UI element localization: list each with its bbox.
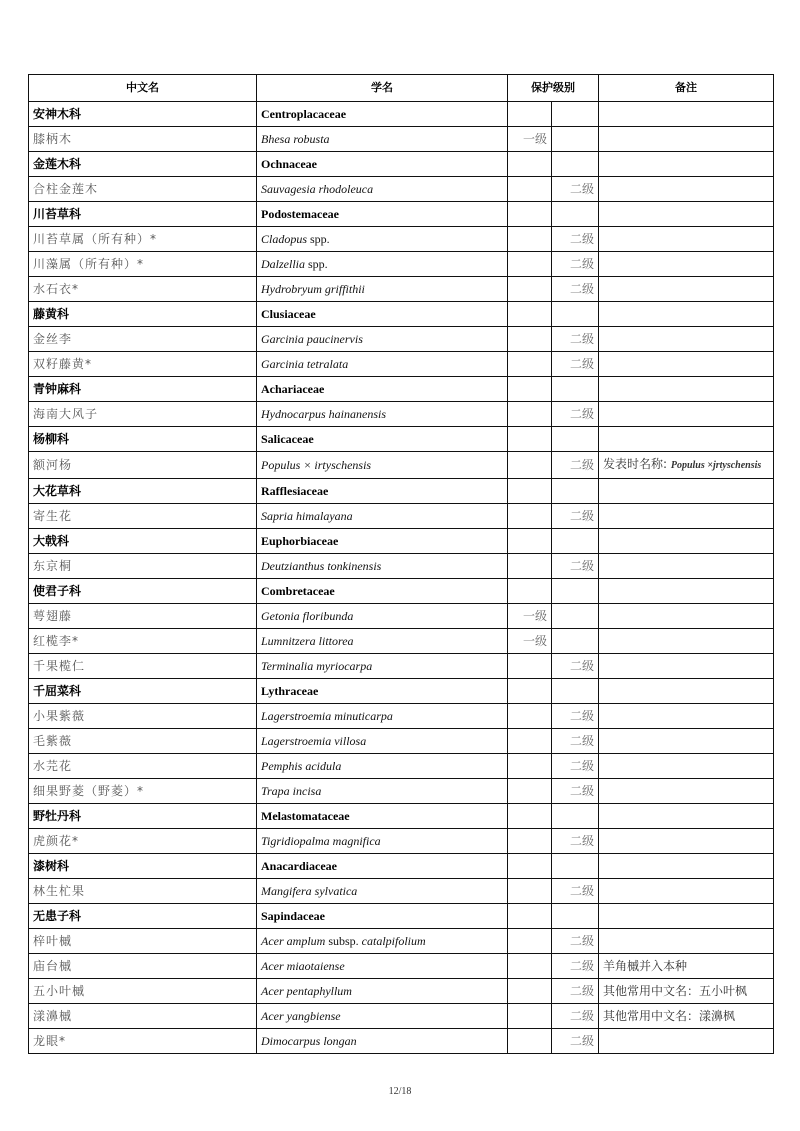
species-latin-text: Tigridiopalma magnifica [261, 834, 381, 848]
species-latin-text: Garcinia paucinervis [261, 332, 363, 346]
species-row [29, 277, 774, 302]
species-scientific-name [257, 704, 508, 729]
family-scientific-name: Rafflesiaceae [257, 479, 508, 504]
species-chinese-name: 毛紫薇 [29, 729, 257, 754]
level-2-cell: 二级 [552, 704, 599, 729]
species-chinese-name: 川藻属（所有种）* [29, 252, 257, 277]
family-chinese-name: 大花草科 [29, 479, 257, 504]
species-chinese-name: 五小叶槭 [29, 979, 257, 1004]
level-2-cell: 二级 [552, 452, 599, 479]
species-latin-text: Acer yangbiense [261, 1009, 341, 1023]
family-row [29, 377, 774, 402]
level-1-cell [508, 729, 552, 754]
species-chinese-name: 漾濞槭 [29, 1004, 257, 1029]
species-latin-text: Populus × irtyschensis [261, 458, 372, 472]
level-2-cell [552, 427, 599, 452]
level-1-cell [508, 679, 552, 704]
species-row [29, 452, 774, 479]
family-scientific-name: Euphorbiaceae [257, 529, 508, 554]
species-scientific-name [257, 604, 508, 629]
species-row [29, 879, 774, 904]
level-1-cell [508, 829, 552, 854]
level-1-cell [508, 854, 552, 879]
level-2-cell [552, 152, 599, 177]
note-cell [599, 854, 774, 879]
note-cell [599, 302, 774, 327]
species-scientific-name [257, 402, 508, 427]
protected-species-table [28, 74, 774, 1054]
level-1-cell [508, 277, 552, 302]
species-scientific-name [257, 554, 508, 579]
page-number: 12/18 [388, 1086, 412, 1097]
level-2-cell [552, 102, 599, 127]
level-1-cell [508, 177, 552, 202]
level-1-cell [508, 202, 552, 227]
species-scientific-name [257, 127, 508, 152]
level-1-cell [508, 804, 552, 829]
level-2-cell: 二级 [552, 954, 599, 979]
family-scientific-name: Lythraceae [257, 679, 508, 704]
species-scientific-name [257, 1004, 508, 1029]
note-cell [599, 504, 774, 529]
level-2-cell: 二级 [552, 554, 599, 579]
level-2-cell: 二级 [552, 929, 599, 954]
species-row [29, 252, 774, 277]
level-2-cell: 二级 [552, 227, 599, 252]
family-row [29, 904, 774, 929]
level-2-cell: 二级 [552, 729, 599, 754]
note-text: 羊角槭并入本种 [603, 959, 688, 973]
note-cell [599, 377, 774, 402]
note-cell [599, 929, 774, 954]
note-cell [599, 629, 774, 654]
family-chinese-name: 杨柳科 [29, 427, 257, 452]
species-latin-text: Lagerstroemia minuticarpa [261, 709, 393, 723]
level-1-cell [508, 427, 552, 452]
table-header-row [29, 75, 774, 102]
species-scientific-name [257, 452, 508, 479]
species-row [29, 954, 774, 979]
species-latin-text: Getonia floribunda [261, 609, 354, 623]
family-chinese-name: 藤黄科 [29, 302, 257, 327]
family-row [29, 427, 774, 452]
note-text: 其他常用中文名：五小叶枫 [603, 984, 748, 998]
family-chinese-name: 漆树科 [29, 854, 257, 879]
species-chinese-name: 海南大风子 [29, 402, 257, 427]
level-1-cell [508, 1004, 552, 1029]
species-row [29, 554, 774, 579]
level-2-cell: 二级 [552, 979, 599, 1004]
species-chinese-name: 庙台槭 [29, 954, 257, 979]
level-1-cell [508, 879, 552, 904]
note-text: 发表时名称: [603, 457, 671, 471]
species-latin-text: Garcinia tetralata [261, 357, 349, 371]
species-latin-text: Sapria himalayana [261, 509, 353, 523]
species-scientific-name [257, 879, 508, 904]
species-row [29, 754, 774, 779]
species-latin-text: Terminalia myriocarpa [261, 659, 373, 673]
family-row [29, 804, 774, 829]
level-2-cell: 二级 [552, 252, 599, 277]
species-latin-text: Lumnitzera littorea [261, 634, 354, 648]
level-2-cell [552, 604, 599, 629]
level-1-cell [508, 654, 552, 679]
note-cell [599, 1029, 774, 1054]
family-scientific-name: Ochnaceae [257, 152, 508, 177]
family-row [29, 152, 774, 177]
family-scientific-name: Anacardiaceae [257, 854, 508, 879]
family-scientific-name: Melastomataceae [257, 804, 508, 829]
note-cell [599, 979, 774, 1004]
note-cell [599, 202, 774, 227]
species-chinese-name: 双籽藤黄* [29, 352, 257, 377]
species-scientific-name [257, 929, 508, 954]
family-scientific-name: Achariaceae [257, 377, 508, 402]
header-notes: 备注 [599, 75, 774, 102]
level-2-cell: 二级 [552, 779, 599, 804]
species-chinese-name: 额河杨 [29, 452, 257, 479]
species-row [29, 504, 774, 529]
level-1-cell: 一级 [508, 629, 552, 654]
species-scientific-name [257, 729, 508, 754]
note-cell [599, 402, 774, 427]
level-2-cell: 二级 [552, 402, 599, 427]
level-2-cell: 二级 [552, 654, 599, 679]
species-scientific-name [257, 504, 508, 529]
species-latin-text: Hydrobryum griffithii [261, 282, 365, 296]
species-row [29, 177, 774, 202]
species-row [29, 779, 774, 804]
family-row [29, 479, 774, 504]
species-row [29, 402, 774, 427]
level-1-cell [508, 529, 552, 554]
species-scientific-name [257, 954, 508, 979]
family-chinese-name: 青钟麻科 [29, 377, 257, 402]
level-1-cell [508, 102, 552, 127]
note-cell [599, 127, 774, 152]
level-1-cell [508, 352, 552, 377]
note-cell [599, 954, 774, 979]
species-row [29, 929, 774, 954]
note-cell [599, 227, 774, 252]
species-latin-text: Acer miaotaiense [261, 959, 345, 973]
species-row [29, 829, 774, 854]
species-latin-text: Lagerstroemia villosa [261, 734, 367, 748]
level-2-cell [552, 579, 599, 604]
species-scientific-name [257, 177, 508, 202]
note-cell [599, 352, 774, 377]
level-2-cell [552, 127, 599, 152]
species-scientific-name [257, 227, 508, 252]
level-1-cell: 一级 [508, 604, 552, 629]
header-scientific-name: 学名 [257, 75, 508, 102]
level-1-cell [508, 377, 552, 402]
note-cell [599, 452, 774, 479]
table-body [29, 102, 774, 1054]
level-1-cell [508, 929, 552, 954]
species-scientific-name [257, 277, 508, 302]
species-row [29, 327, 774, 352]
species-chinese-name: 龙眼* [29, 1029, 257, 1054]
level-2-cell [552, 302, 599, 327]
family-scientific-name: Combretaceae [257, 579, 508, 604]
species-row [29, 629, 774, 654]
family-chinese-name: 川苔草科 [29, 202, 257, 227]
family-chinese-name: 金莲木科 [29, 152, 257, 177]
note-cell [599, 427, 774, 452]
level-2-cell [552, 479, 599, 504]
species-row [29, 979, 774, 1004]
level-2-cell [552, 904, 599, 929]
note-cell [599, 102, 774, 127]
species-latin-text: Pemphis acidula [261, 759, 342, 773]
species-chinese-name: 小果紫薇 [29, 704, 257, 729]
level-2-cell [552, 377, 599, 402]
level-2-cell: 二级 [552, 754, 599, 779]
note-cell [599, 904, 774, 929]
note-cell [599, 604, 774, 629]
note-cell [599, 704, 774, 729]
species-chinese-name: 川苔草属（所有种）* [29, 227, 257, 252]
species-chinese-name: 红榄李* [29, 629, 257, 654]
note-latin-text: Populus ×jrtyschensis [670, 460, 762, 471]
level-1-cell [508, 227, 552, 252]
species-latin-text: Acer pentaphyllum [261, 984, 352, 998]
species-row [29, 227, 774, 252]
level-1-cell [508, 979, 552, 1004]
note-cell [599, 779, 774, 804]
species-latin-text: Deutzianthus tonkinensis [261, 559, 382, 573]
note-cell [599, 554, 774, 579]
species-chinese-name: 虎颜花* [29, 829, 257, 854]
species-scientific-name [257, 252, 508, 277]
family-chinese-name: 无患子科 [29, 904, 257, 929]
species-chinese-name: 细果野菱（野菱）* [29, 779, 257, 804]
species-latin-rank: subsp. [325, 934, 362, 948]
species-latin-infraspecific: catalpifolium [361, 934, 426, 948]
level-2-cell [552, 629, 599, 654]
species-latin-text: Trapa incisa [261, 784, 322, 798]
note-cell [599, 327, 774, 352]
species-scientific-name [257, 979, 508, 1004]
level-2-cell: 二级 [552, 177, 599, 202]
family-scientific-name: Salicaceae [257, 427, 508, 452]
species-scientific-name [257, 829, 508, 854]
species-chinese-name: 水石衣* [29, 277, 257, 302]
species-chinese-name: 千果榄仁 [29, 654, 257, 679]
species-scientific-name [257, 779, 508, 804]
level-2-cell: 二级 [552, 829, 599, 854]
species-chinese-name: 林生杧果 [29, 879, 257, 904]
species-latin-suffix: spp. [305, 257, 328, 271]
level-2-cell [552, 202, 599, 227]
species-scientific-name [257, 754, 508, 779]
level-1-cell: 一级 [508, 127, 552, 152]
level-2-cell [552, 529, 599, 554]
level-2-cell: 二级 [552, 277, 599, 302]
level-1-cell [508, 954, 552, 979]
species-latin-text: Mangifera sylvatica [261, 884, 358, 898]
species-scientific-name [257, 1029, 508, 1054]
species-latin-text: Cladopus [261, 232, 308, 246]
note-cell [599, 529, 774, 554]
species-latin-text: Acer amplum [261, 934, 326, 948]
note-cell [599, 879, 774, 904]
species-latin-text: Bhesa robusta [261, 132, 330, 146]
species-chinese-name: 合柱金莲木 [29, 177, 257, 202]
note-text: 其他常用中文名：漾濞枫 [603, 1009, 736, 1023]
level-1-cell [508, 779, 552, 804]
note-cell [599, 804, 774, 829]
note-cell [599, 679, 774, 704]
family-chinese-name: 千屈菜科 [29, 679, 257, 704]
level-1-cell [508, 252, 552, 277]
note-cell [599, 277, 774, 302]
family-chinese-name: 野牡丹科 [29, 804, 257, 829]
header-chinese-name: 中文名 [29, 75, 257, 102]
level-1-cell [508, 152, 552, 177]
species-row [29, 1004, 774, 1029]
species-chinese-name: 东京桐 [29, 554, 257, 579]
species-scientific-name [257, 629, 508, 654]
level-1-cell [508, 479, 552, 504]
family-row [29, 679, 774, 704]
level-1-cell [508, 554, 552, 579]
level-2-cell: 二级 [552, 504, 599, 529]
level-1-cell [508, 327, 552, 352]
level-1-cell [508, 579, 552, 604]
level-1-cell [508, 402, 552, 427]
family-scientific-name: Podostemaceae [257, 202, 508, 227]
family-chinese-name: 安神木科 [29, 102, 257, 127]
level-1-cell [508, 754, 552, 779]
family-scientific-name: Centroplacaceae [257, 102, 508, 127]
family-chinese-name: 大戟科 [29, 529, 257, 554]
level-1-cell [508, 904, 552, 929]
level-2-cell: 二级 [552, 327, 599, 352]
note-cell [599, 1004, 774, 1029]
note-cell [599, 754, 774, 779]
level-1-cell [508, 302, 552, 327]
species-chinese-name: 寄生花 [29, 504, 257, 529]
note-cell [599, 152, 774, 177]
note-cell [599, 177, 774, 202]
species-chinese-name: 金丝李 [29, 327, 257, 352]
species-chinese-name: 水芫花 [29, 754, 257, 779]
species-latin-suffix: spp. [307, 232, 330, 246]
species-row [29, 352, 774, 377]
species-latin-text: Hydnocarpus hainanensis [261, 407, 386, 421]
species-scientific-name [257, 654, 508, 679]
level-2-cell: 二级 [552, 352, 599, 377]
note-cell [599, 252, 774, 277]
family-chinese-name: 使君子科 [29, 579, 257, 604]
note-cell [599, 579, 774, 604]
level-1-cell [508, 504, 552, 529]
level-1-cell [508, 1029, 552, 1054]
level-1-cell [508, 452, 552, 479]
species-row [29, 1029, 774, 1054]
family-row [29, 202, 774, 227]
species-row [29, 127, 774, 152]
species-scientific-name [257, 327, 508, 352]
family-row [29, 854, 774, 879]
level-2-cell: 二级 [552, 1004, 599, 1029]
species-scientific-name [257, 352, 508, 377]
species-row [29, 704, 774, 729]
level-2-cell [552, 679, 599, 704]
family-scientific-name: Sapindaceae [257, 904, 508, 929]
note-cell [599, 829, 774, 854]
family-row [29, 302, 774, 327]
level-1-cell [508, 704, 552, 729]
header-protection-level: 保护级别 [508, 75, 599, 102]
level-2-cell [552, 854, 599, 879]
species-row [29, 729, 774, 754]
species-latin-text: Dimocarpus longan [261, 1034, 357, 1048]
family-row [29, 102, 774, 127]
species-latin-text: Dalzellia [261, 257, 305, 271]
species-chinese-name: 萼翅藤 [29, 604, 257, 629]
species-chinese-name: 膝柄木 [29, 127, 257, 152]
species-row [29, 604, 774, 629]
species-latin-text: Sauvagesia rhodoleuca [261, 182, 374, 196]
level-2-cell: 二级 [552, 1029, 599, 1054]
family-scientific-name: Clusiaceae [257, 302, 508, 327]
note-cell [599, 654, 774, 679]
species-row [29, 654, 774, 679]
level-2-cell [552, 804, 599, 829]
note-cell [599, 479, 774, 504]
family-row [29, 529, 774, 554]
level-2-cell: 二级 [552, 879, 599, 904]
species-chinese-name: 梓叶槭 [29, 929, 257, 954]
family-row [29, 579, 774, 604]
note-cell [599, 729, 774, 754]
